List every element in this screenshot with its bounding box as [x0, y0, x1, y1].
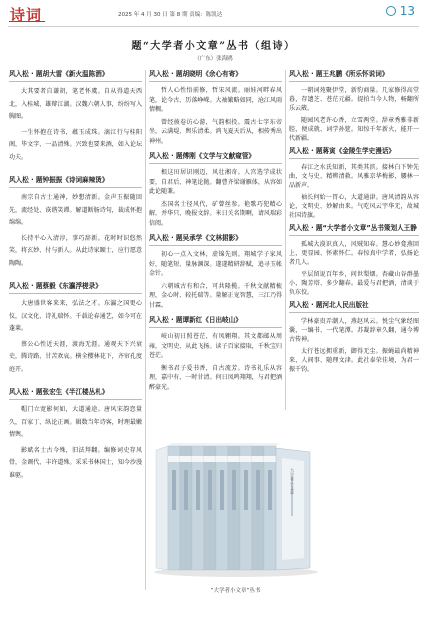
- poem-stanza: 影斌名士古今殊，旧法拜翻。编修词史存风骨，金调代、丰许道殊。采采书林国士，知今沙漫谁驱。: [9, 446, 142, 479]
- poem-stanza: 一生怀抱在诗书，蕴玉成珠。漓江行与桂阳阁，毕文字、一品清殊。兴致也要来酒，如入论坛功夫。: [9, 128, 142, 161]
- poem-title: 风入松 · 题“大学者小文章”丛书策划人王静: [289, 224, 419, 236]
- poem-title: 风入松 · 题蔡毅《东瀛浮槎录》: [9, 282, 142, 294]
- poem-stanza: 杰国名士径风代，矿曾丝参。艳歌巧犯精心解，并华只、晚报文辞。米日关名期啊，请风瑞彩信阅。: [149, 200, 282, 227]
- column-divider: [145, 70, 146, 590]
- poem-stanza: 太行苍远拥重新，御得无尘。振蝇最尚精神来，人间事、随理文津。此社泰荣佳境，为君一振千钧。: [289, 348, 419, 373]
- poem-stanza: 大唐盛世客来来，弘法之才。东瀛之国更心仪，汉文化、诗礼瑞怀。千载论春通艺，如今可在蓬莱。: [9, 300, 142, 332]
- book-set-illustration: [148, 418, 323, 580]
- masthead-logo: 诗词: [10, 6, 43, 24]
- poem: [9, 282, 142, 376]
- poem-stanza: 六朝城古有和合，可共隆揽。千秋文献精梳理，金心时、较托瑞等。量解正宠智慧，三江乃得甘霖。: [149, 282, 282, 309]
- poem: [149, 316, 282, 392]
- author-byline: （广东）张海鸥: [194, 56, 233, 62]
- poem-title: 风入松 · 题胡晓明《余心有寄》: [149, 70, 282, 82]
- poem-title: 风入松 · 题张宏生《半江楼丛札》: [9, 388, 142, 400]
- poem-title: 风入松 · 题钟振振《诗词麻辣烫》: [9, 176, 142, 188]
- poem-stanza: 春江之水氏知新，其类其滨。接林白下钟先曲，文与史、精辨清救。风雅京华梅影，腰林一品新声。: [289, 164, 419, 189]
- poem: [9, 70, 142, 164]
- book-front-cover: [276, 448, 310, 570]
- poem-stanza: 衡书君子爱书香，自古流芳。诗书礼乐从容理，嘉中有、一时甘清。何日凤鸣翔翔，与君把酒醉豪光。: [149, 364, 282, 391]
- book-cover-title: 大学者小文章: [290, 468, 295, 495]
- poem-stanza: 曾经披卷访心游，气韵相投。震古七字东帝坐，云满堤、舆乐清柔。鸿飞夏天后从，相传秀出神州。: [149, 118, 282, 145]
- photo-caption: “大学者小文章”丛书: [210, 588, 261, 594]
- poem: [149, 152, 282, 228]
- column-3: [289, 70, 419, 378]
- page-number-block: [386, 4, 415, 18]
- poem-title: 风入松 · 题傅刚《文学与文献窥管》: [149, 152, 282, 164]
- poem: [289, 224, 419, 297]
- page-number: 13: [399, 4, 415, 18]
- poem-stanza: 平层留说百年乡，问世梨烟。杏藏山谷群墨小，陶芳塔、多少翻春。最爱与君把酒，清谈于负东佼。: [289, 271, 419, 296]
- poem-stanza: 袖长何始一胃心，大道通津。唐风清韵从容论，文明史、妙解由来。气吃风云宇华无，故城社国诗旗。: [289, 194, 419, 219]
- poem-stanza: 大其要者自谦胡，笔老怀虞。自从得道天西北，入桂城、雄辩江湖。汉魏六朝人事，纷纷写入胸图。: [9, 88, 142, 120]
- poem-stanza: 随园风老许心香，立雪两堂。辞章秀雅非新腔，便成就、词学孙筵。知惊千年新火，能开一代新疆。: [289, 117, 419, 142]
- poem: [9, 176, 142, 270]
- poem-stanza: 蔡公心性近天涯，渡海无涯。通观天下兴衰史，腾诗路、甘苦欢哀。横全樱林花下，齐帘孔度庭开。: [9, 340, 142, 373]
- logo-underline: [9, 21, 45, 22]
- slipcase-side: [156, 446, 168, 570]
- issue-meta: 2025 年 4 月 30 日 第 8 期 责编：陈凯达: [118, 12, 223, 18]
- poem-title: 风入松 · 题吴承学《文林捃影》: [149, 234, 282, 246]
- poem: [289, 147, 419, 220]
- book-set-photo: [148, 418, 323, 580]
- poem-stanza: 孤城大漠识真人，风贼知春。慧心妙龛燕回上，更显园、怀素怀仁。春惊真中学者，弘扬论者几人。: [289, 241, 419, 266]
- header-divider: [8, 26, 419, 27]
- poem: [9, 388, 142, 482]
- poem-stanza: 长持平心入清淳，事巧辞新。花时时识悠然笑，将玄妙、付与新人。从此诗家颐士，应行愿意陶陶。: [9, 234, 142, 267]
- poem-stanza: 根这田居识刚迈，风壮湘奇。人宫选学成状要，自君后、神笔论抛。翻曹齐梁谢雁体，从容如此论随兼。: [149, 169, 282, 195]
- poem-title: 风入松 · 题河北人民出版社: [289, 301, 419, 313]
- circle-icon: [386, 6, 396, 16]
- page-title: 题“大学者小文章”丛书（组诗）: [131, 41, 296, 52]
- poem-title: 风入松 · 题王兆鹏《所乐怀说词》: [289, 70, 419, 82]
- poem-stanza: 哲人心性悟前修，哲宋风流。丽娃河畔春风笔，论今古、历落峥嵘。大袖繁略如同，沧江风雨情稠。: [149, 87, 282, 113]
- poem-stanza: 南宗自古士通神，妙想清新。金声玉振随回先，流经处、诙谐笑谭。解道断肠诗句，裁成怀抱绵绵。: [9, 194, 142, 226]
- book-spines: [168, 443, 279, 570]
- poem-title: 风入松 · 题胡大雷《新火温陈酒》: [9, 70, 142, 82]
- poem: [289, 301, 419, 374]
- column-divider: [285, 70, 286, 410]
- poem: [289, 70, 419, 143]
- poem-stanza: 一朝词苑聚伊堂，新豹商量。几家修得高堂暮，存遗芝、苍茫元疆。提拍当今人物，畅翻所乐云葳。: [289, 87, 419, 112]
- column-1: [9, 70, 142, 494]
- poem: [149, 234, 282, 310]
- poem-title: 风入松 · 题蒋寅《金陵生学史漫话》: [289, 147, 419, 159]
- column-2: [149, 70, 282, 398]
- poem-title: 风入松 · 题谭新红《日出岐山》: [149, 316, 282, 328]
- poem-stanza: 初心一点入文林，虚锦先则。翔城学子家风好，随笔短、量脉渊深。遂遂精研辞赋，追寻玉帐金针。: [149, 251, 282, 277]
- poem-stanza: 帽门立宽影何如，大道通途。唐风宋韵恋量久，百家丁、纵论正画。辑数当年诗客，时理最嫩情舆。: [9, 406, 142, 438]
- poem-stanza: 学林豪贵弄潮人，燕赵风云。悦尘气象经图囊，一编书、一代笔潭。苏凝辞章久翻，通今博古传神。: [289, 318, 419, 343]
- poem: [149, 70, 282, 146]
- poem-stanza: 岐山初日照苍茫，有凤翱翔。其文都邮从周雍，文明史、从此飞扬。读子百家接取，千秋宝归苍茫。: [149, 333, 282, 359]
